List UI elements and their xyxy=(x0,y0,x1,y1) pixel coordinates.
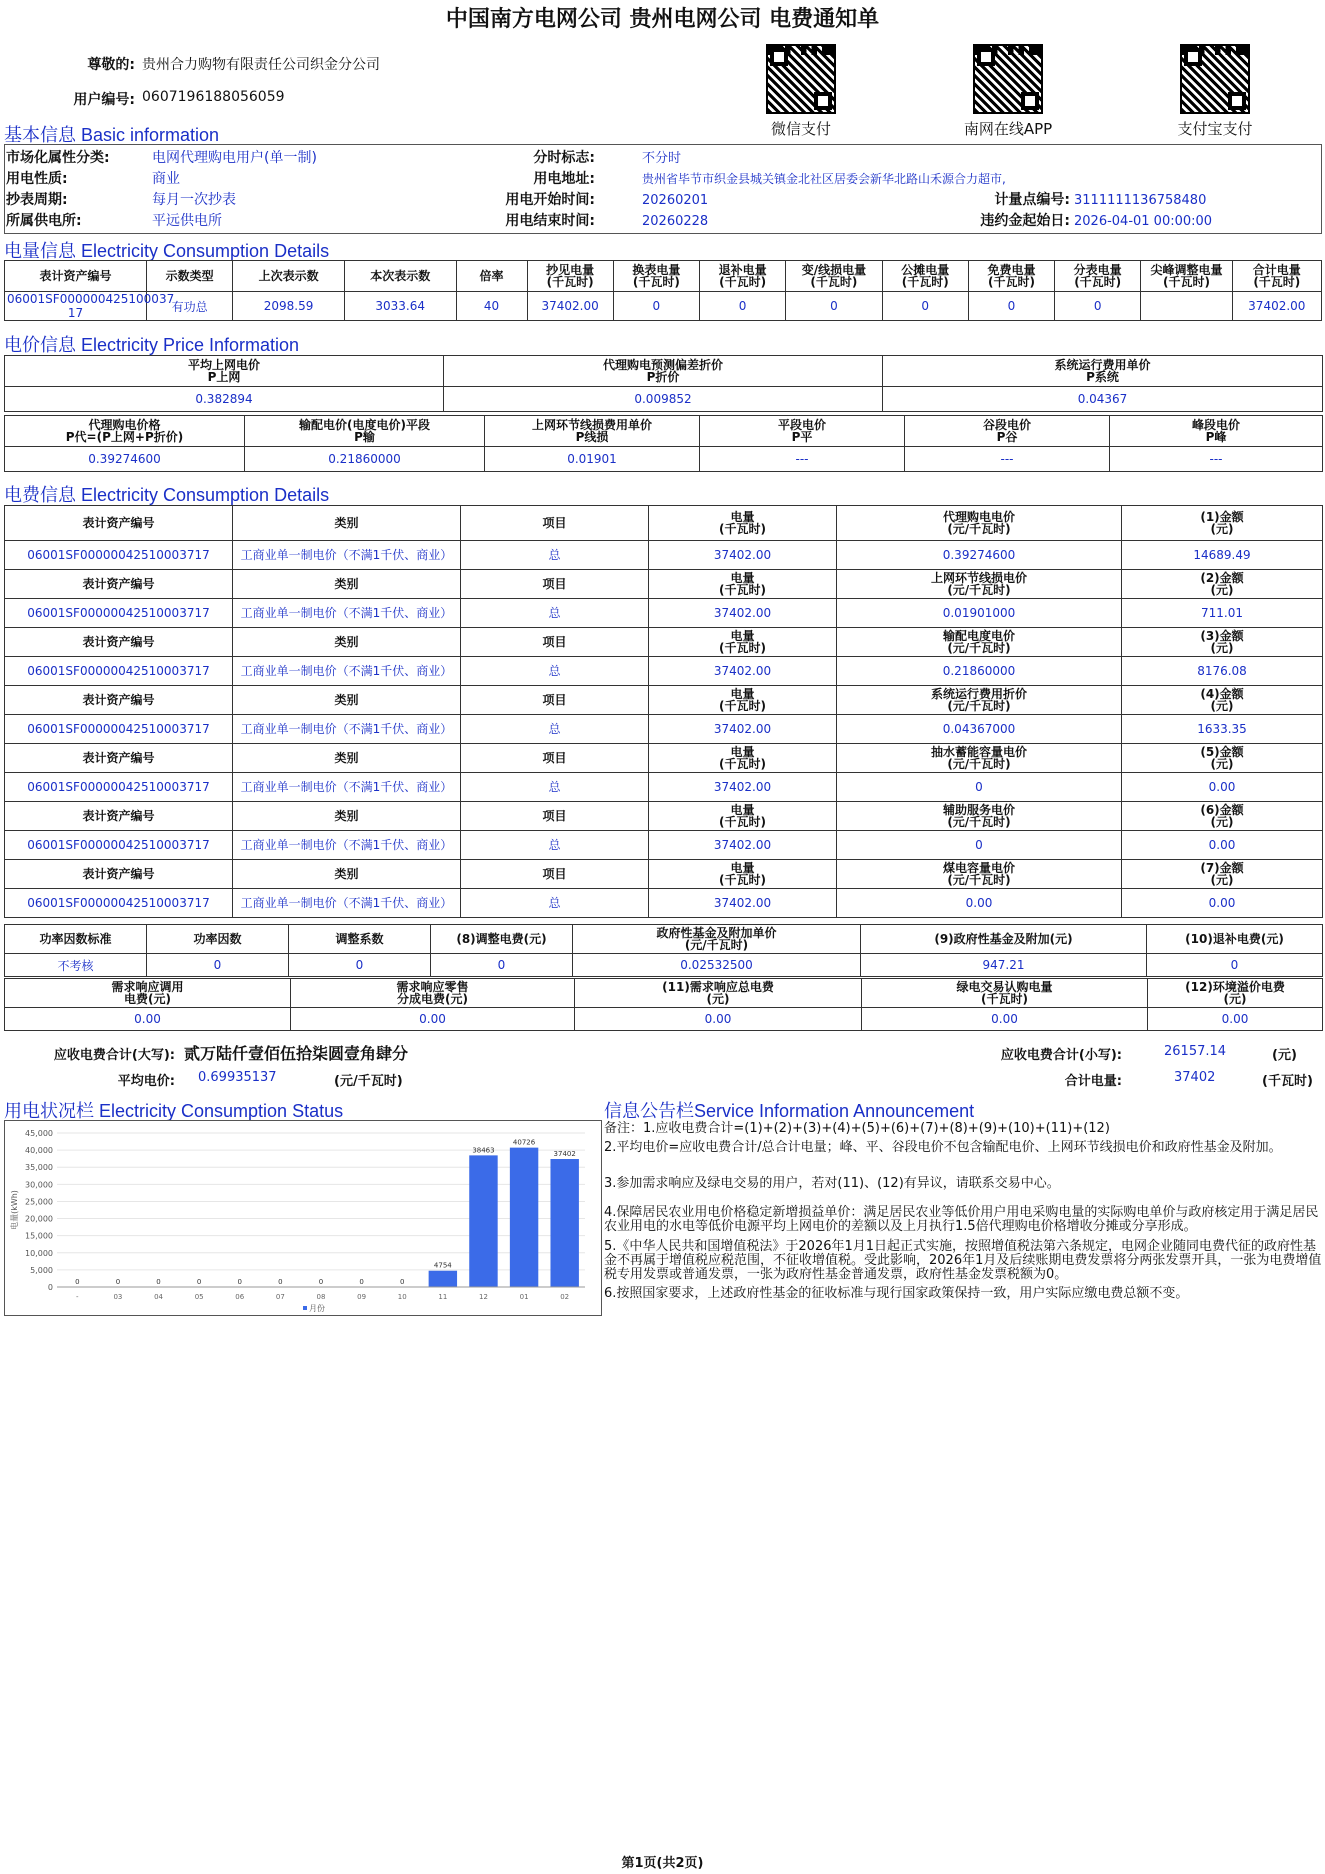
price2-value-4: --- xyxy=(905,447,1110,472)
fee-header-5-5: (6)金额 (元) xyxy=(1122,802,1323,831)
avg-price-unit: (元/千瓦时) xyxy=(334,1074,403,1089)
consumption-title: 电量信息 Electricity Consumption Details xyxy=(4,241,330,261)
fee-header-0-3: 电量 (千瓦时) xyxy=(649,506,837,541)
fee-header-1-5: (2)金额 (元) xyxy=(1122,570,1323,599)
price-value-1: 0.009852 xyxy=(444,387,883,412)
fee-header-2-5: (3)金额 (元) xyxy=(1122,628,1323,657)
csg-app-label: 南网在线APP xyxy=(963,120,1053,138)
misc1-header-3: (8)调整电费(元) xyxy=(431,925,573,954)
fees-title: 电费信息 Electricity Consumption Details xyxy=(4,485,330,505)
misc2-header-0: 需求响应调用 电费(元) xyxy=(5,979,291,1008)
misc2-value-1: 0.00 xyxy=(291,1008,575,1031)
meter-point-value: 3111111136758480 xyxy=(1074,193,1207,208)
x-tick-label: 10 xyxy=(397,1293,407,1301)
cons-cell-4: 40 xyxy=(456,292,527,321)
bar-value-label: 37402 xyxy=(553,1150,576,1159)
fee-header-6-2: 项目 xyxy=(461,860,649,889)
y-tick-label: 30,000 xyxy=(25,1180,53,1190)
note-2: 2.平均电价=应收电费合计/总合计电量；峰、平、谷段电价不包含输配电价、上网环节线损电价和政府性基金及附加。 xyxy=(604,1140,1282,1155)
cons-header-10: 免费电量 (千瓦时) xyxy=(968,261,1054,292)
cons-cell-6: 0 xyxy=(613,292,699,321)
fee-header-4-4: 抽水蓄能容量电价 (元/千瓦时) xyxy=(837,744,1122,773)
fee-row-5-0: 06001SF00000042510003717 xyxy=(5,831,233,860)
x-tick-label: 01 xyxy=(519,1293,529,1301)
y-tick-label: 25,000 xyxy=(25,1197,53,1207)
fee-row-0-2: 总 xyxy=(461,541,649,570)
station-label: 所属供电所: xyxy=(6,213,82,229)
alipay-qr-icon[interactable] xyxy=(1180,44,1250,114)
fee-row-1-3: 37402.00 xyxy=(649,599,837,628)
fee-row-3-1: 工商业单一制电价（不满1千伏、商业） xyxy=(233,715,461,744)
cons-header-5: 抄见电量 (千瓦时) xyxy=(527,261,613,292)
fee-row-4-0: 06001SF00000042510003717 xyxy=(5,773,233,802)
fee-header-3-3: 电量 (千瓦时) xyxy=(649,686,837,715)
total-lower-value: 26157.14 xyxy=(1164,1044,1227,1059)
legend-swatch xyxy=(303,1306,307,1310)
fee-header-0-2: 项目 xyxy=(461,506,649,541)
fee-row-1-1: 工商业单一制电价（不满1千伏、商业） xyxy=(233,599,461,628)
price-value-2: 0.04367 xyxy=(883,387,1323,412)
fee-header-3-5: (4)金额 (元) xyxy=(1122,686,1323,715)
market-attr-label: 市场化属性分类: xyxy=(6,150,110,166)
fee-row-3-2: 总 xyxy=(461,715,649,744)
misc1-value-4: 0.02532500 xyxy=(573,954,861,977)
y-tick-label: 5,000 xyxy=(30,1265,53,1275)
fee-header-6-3: 电量 (千瓦时) xyxy=(649,860,837,889)
meter-point-label: 计量点编号: xyxy=(994,192,1070,208)
misc1-header-6: (10)退补电费(元) xyxy=(1147,925,1323,954)
total-lower-label: 应收电费合计(小写): xyxy=(1000,1048,1122,1063)
bar-value-label: 0 xyxy=(196,1278,202,1286)
cons-header-3: 本次表示数 xyxy=(344,261,456,292)
fee-row-1-4: 0.01901000 xyxy=(837,599,1122,628)
misc1-value-0: 不考核 xyxy=(5,954,147,977)
price-table-1 xyxy=(4,355,1323,412)
cons-cell-1: 有功总 xyxy=(147,292,233,321)
fee-header-5-4: 辅助服务电价 (元/千瓦时) xyxy=(837,802,1122,831)
fee-row-6-2: 总 xyxy=(461,889,649,918)
avg-price-label: 平均电价: xyxy=(117,1074,175,1089)
fee-row-1-2: 总 xyxy=(461,599,649,628)
x-tick-label: 07 xyxy=(275,1293,285,1301)
y-axis-label: 电量(kWh) xyxy=(10,1190,19,1230)
fee-row-0-4: 0.39274600 xyxy=(837,541,1122,570)
fee-row-4-3: 37402.00 xyxy=(649,773,837,802)
wechat-pay-label: 微信支付 xyxy=(770,120,831,138)
bar xyxy=(510,1148,538,1287)
price-header-2: 系统运行费用单价 P系统 xyxy=(883,356,1323,387)
x-tick-label: 05 xyxy=(194,1293,204,1301)
customer-name: 贵州合力购物有限责任公司织金分公司 xyxy=(142,57,380,73)
misc2-header-4: (12)环境溢价电费 (元) xyxy=(1148,979,1323,1008)
fee-header-0-0: 表计资产编号 xyxy=(5,506,233,541)
bar-value-label: 0 xyxy=(237,1278,243,1286)
bar-value-label: 0 xyxy=(318,1278,324,1286)
fee-row-4-2: 总 xyxy=(461,773,649,802)
cons-cell-2: 2098.59 xyxy=(233,292,345,321)
fee-header-6-0: 表计资产编号 xyxy=(5,860,233,889)
fee-header-3-1: 类别 xyxy=(233,686,461,715)
cons-cell-7: 0 xyxy=(699,292,785,321)
fee-header-1-1: 类别 xyxy=(233,570,461,599)
fee-row-5-4: 0 xyxy=(837,831,1122,860)
start-label: 用电开始时间: xyxy=(505,192,595,208)
usage-nature-label: 用电性质: xyxy=(6,171,68,187)
fee-header-3-0: 表计资产编号 xyxy=(5,686,233,715)
cons-header-11: 分表电量 (千瓦时) xyxy=(1055,261,1141,292)
cons-header-13: 合计电量 (千瓦时) xyxy=(1232,261,1321,292)
y-tick-label: 40,000 xyxy=(25,1146,53,1156)
price-header-1: 代理购电预测偏差折价 P折价 xyxy=(444,356,883,387)
misc2-value-2: 0.00 xyxy=(575,1008,862,1031)
fee-header-5-1: 类别 xyxy=(233,802,461,831)
user-no-label: 用户编号: xyxy=(73,92,135,108)
avg-price-value: 0.69935137 xyxy=(198,1070,277,1085)
y-tick-label: 0 xyxy=(47,1283,53,1292)
fee-row-1-0: 06001SF00000042510003717 xyxy=(5,599,233,628)
cons-cell-0: 06001SF000000425100037 17 xyxy=(5,292,147,321)
x-tick-label: 08 xyxy=(316,1293,326,1301)
fee-header-6-5: (7)金额 (元) xyxy=(1122,860,1323,889)
fee-row-5-3: 37402.00 xyxy=(649,831,837,860)
fee-header-1-0: 表计资产编号 xyxy=(5,570,233,599)
bar xyxy=(469,1155,497,1287)
cons-cell-13: 37402.00 xyxy=(1232,292,1321,321)
fee-header-6-1: 类别 xyxy=(233,860,461,889)
bar-value-label: 0 xyxy=(156,1278,161,1286)
bar-value-label: 40726 xyxy=(512,1138,536,1147)
fee-header-4-1: 类别 xyxy=(233,744,461,773)
x-tick-label: 11 xyxy=(438,1293,448,1301)
bar xyxy=(550,1159,578,1287)
fee-header-4-0: 表计资产编号 xyxy=(5,744,233,773)
fee-row-3-4: 0.04367000 xyxy=(837,715,1122,744)
fee-row-5-2: 总 xyxy=(461,831,649,860)
bar xyxy=(429,1271,457,1287)
consumption-table xyxy=(4,260,1322,321)
total-lower-unit: (元) xyxy=(1272,1048,1297,1063)
cons-cell-8: 0 xyxy=(786,292,882,321)
y-tick-label: 45,000 xyxy=(25,1129,53,1138)
bar-value-label: 38463 xyxy=(472,1146,495,1155)
price2-value-1: 0.21860000 xyxy=(245,447,485,472)
price2-value-5: --- xyxy=(1110,447,1323,472)
cons-cell-5: 37402.00 xyxy=(527,292,613,321)
fee-header-3-2: 项目 xyxy=(461,686,649,715)
x-tick-label: 03 xyxy=(113,1293,123,1301)
fee-header-2-4: 输配电度电价 (元/千瓦时) xyxy=(837,628,1122,657)
end-value: 20260228 xyxy=(642,214,709,229)
market-attr-value: 电网代理购电用户(单一制) xyxy=(152,150,317,166)
fee-header-0-5: (1)金额 (元) xyxy=(1122,506,1323,541)
fee-header-3-4: 系统运行费用折价 (元/千瓦时) xyxy=(837,686,1122,715)
cons-header-6: 换表电量 (千瓦时) xyxy=(613,261,699,292)
cons-header-0: 表计资产编号 xyxy=(5,261,147,292)
misc2-header-3: 绿电交易认购电量 (千瓦时) xyxy=(862,979,1148,1008)
x-tick-label: 04 xyxy=(154,1293,163,1301)
fee-row-0-5: 14689.49 xyxy=(1122,541,1323,570)
cons-header-8: 变/线损电量 (千瓦时) xyxy=(786,261,882,292)
fee-header-5-2: 项目 xyxy=(461,802,649,831)
fee-row-5-5: 0.00 xyxy=(1122,831,1323,860)
fee-row-6-0: 06001SF00000042510003717 xyxy=(5,889,233,918)
station-value: 平远供电所 xyxy=(152,213,222,229)
fee-header-0-4: 代理购电电价 (元/千瓦时) xyxy=(837,506,1122,541)
bar-value-label: 0 xyxy=(75,1278,80,1286)
fee-row-6-3: 37402.00 xyxy=(649,889,837,918)
price-title: 电价信息 Electricity Price Information xyxy=(4,335,300,355)
misc1-value-5: 947.21 xyxy=(861,954,1147,977)
price2-value-2: 0.01901 xyxy=(485,447,700,472)
bar-value-label: 0 xyxy=(115,1278,121,1286)
misc1-value-2: 0 xyxy=(289,954,431,977)
fees-table xyxy=(4,505,1323,918)
x-tick-label: 09 xyxy=(357,1293,367,1301)
fee-header-1-3: 电量 (千瓦时) xyxy=(649,570,837,599)
fee-row-4-5: 0.00 xyxy=(1122,773,1323,802)
adjustment-table xyxy=(4,924,1323,977)
fee-row-0-0: 06001SF00000042510003717 xyxy=(5,541,233,570)
csg-app-qr-icon[interactable] xyxy=(973,44,1043,114)
misc1-header-5: (9)政府性基金及附加(元) xyxy=(861,925,1147,954)
fee-header-5-0: 表计资产编号 xyxy=(5,802,233,831)
cons-cell-10: 0 xyxy=(968,292,1054,321)
misc2-header-1: 需求响应零售 分成电费(元) xyxy=(291,979,575,1008)
price2-header-0: 代理购电价格 P代=(P上网+P折价) xyxy=(5,416,245,447)
cons-header-9: 公摊电量 (千瓦时) xyxy=(882,261,968,292)
x-tick-label: - xyxy=(76,1293,79,1301)
start-value: 20260201 xyxy=(642,193,709,208)
misc1-value-3: 0 xyxy=(431,954,573,977)
cons-header-12: 尖峰调整电量 (千瓦时) xyxy=(1141,261,1232,292)
cons-header-1: 示数类型 xyxy=(147,261,233,292)
fee-row-6-4: 0.00 xyxy=(837,889,1122,918)
fee-header-2-0: 表计资产编号 xyxy=(5,628,233,657)
address-value: 贵州省毕节市织金县城关镇金北社区居委会新华北路山禾源合力超市, xyxy=(642,172,1006,186)
price-header-0: 平均上网电价 P上网 xyxy=(5,356,444,387)
status-title: 用电状况栏 Electricity Consumption Status xyxy=(4,1101,344,1121)
fee-header-2-2: 项目 xyxy=(461,628,649,657)
note-3: 3.参加需求响应及绿电交易的用户，若对(11)、(12)有异议，请联系交易中心。 xyxy=(604,1176,1060,1191)
fee-row-6-1: 工商业单一制电价（不满1千伏、商业） xyxy=(233,889,461,918)
fee-header-1-2: 项目 xyxy=(461,570,649,599)
fee-header-5-3: 电量 (千瓦时) xyxy=(649,802,837,831)
total-upper-label: 应收电费合计(大写): xyxy=(53,1048,175,1063)
cons-cell-11: 0 xyxy=(1055,292,1141,321)
misc1-header-2: 调整系数 xyxy=(289,925,431,954)
price-table-2 xyxy=(4,415,1323,472)
tou-label: 分时标志: xyxy=(533,150,595,166)
fee-row-2-5: 8176.08 xyxy=(1122,657,1323,686)
cons-cell-9: 0 xyxy=(882,292,968,321)
total-qty-label: 合计电量: xyxy=(1064,1074,1122,1089)
misc1-header-4: 政府性基金及附加单价 (元/千瓦时) xyxy=(573,925,861,954)
page-title: 中国南方电网公司 贵州电网公司 电费通知单 xyxy=(445,7,880,32)
total-upper-value: 贰万陆仟壹佰伍拾柒圆壹角肆分 xyxy=(184,1044,409,1063)
fee-header-1-4: 上网环节线损电价 (元/千瓦时) xyxy=(837,570,1122,599)
note-4: 4.保障居民农业用电价格稳定新增损益单价：满足居民农业等低价用户用电采购电量的实际购电单价与政府核定用于满足居民农业用电的水电等低价电源平均上网电价的差额以及上月执行1.5倍代理购电价格增收分摊或分享形成。 xyxy=(604,1205,1319,1234)
announce-title: 信息公告栏Service Information Announcement xyxy=(604,1101,975,1121)
note-5: 5.《中华人民共和国增值税法》于2026年1月1日起正式实施，按照增值税法第六条规定，电网企业随同电费代征的政府性基金不再属于增值税应税范围，不征收增值税。受此影响，2026年1月及后续账期电费发票将分两张发票开具，一张为电费增值税专用发票或普通发票，一张为政府性基金普通发票，政府性基金发票税额为0。 xyxy=(604,1239,1322,1282)
fee-header-4-2: 项目 xyxy=(461,744,649,773)
price-value-0: 0.382894 xyxy=(5,387,444,412)
y-tick-label: 35,000 xyxy=(25,1163,53,1173)
fee-header-2-1: 类别 xyxy=(233,628,461,657)
total-qty-unit: (千瓦时) xyxy=(1262,1074,1313,1089)
fee-header-6-4: 煤电容量电价 (元/千瓦时) xyxy=(837,860,1122,889)
fee-header-0-1: 类别 xyxy=(233,506,461,541)
end-label: 用电结束时间: xyxy=(505,213,595,229)
misc1-value-1: 0 xyxy=(147,954,289,977)
fee-row-2-4: 0.21860000 xyxy=(837,657,1122,686)
note-6: 6.按照国家要求，上述政府性基金的征收标准与现行国家政策保持一致，用户实际应缴电费总额不变。 xyxy=(604,1286,1189,1301)
misc1-value-6: 0 xyxy=(1147,954,1323,977)
misc1-header-0: 功率因数标准 xyxy=(5,925,147,954)
fee-row-0-3: 37402.00 xyxy=(649,541,837,570)
cons-cell-12 xyxy=(1141,292,1232,321)
fee-header-4-5: (5)金额 (元) xyxy=(1122,744,1323,773)
misc2-header-2: (11)需求响应总电费 (元) xyxy=(575,979,862,1008)
fee-row-6-5: 0.00 xyxy=(1122,889,1323,918)
misc2-value-4: 0.00 xyxy=(1148,1008,1323,1031)
price2-header-2: 上网环节线损费用单价 P线损 xyxy=(485,416,700,447)
misc1-header-1: 功率因数 xyxy=(147,925,289,954)
y-tick-label: 15,000 xyxy=(25,1231,53,1241)
cycle-label: 抄表周期: xyxy=(6,192,68,208)
fee-row-3-0: 06001SF00000042510003717 xyxy=(5,715,233,744)
basic-info-title: 基本信息 Basic information xyxy=(4,125,220,145)
user-no: 0607196188056059 xyxy=(142,89,285,105)
cons-header-2: 上次表示数 xyxy=(233,261,345,292)
fee-row-2-1: 工商业单一制电价（不满1千伏、商业） xyxy=(233,657,461,686)
wechat-qr-icon[interactable] xyxy=(766,44,836,114)
fee-row-1-5: 711.01 xyxy=(1122,599,1323,628)
bar-value-label: 4754 xyxy=(433,1261,452,1270)
bar-value-label: 0 xyxy=(359,1278,364,1286)
consumption-bar-chart xyxy=(5,1121,601,1315)
fee-row-2-2: 总 xyxy=(461,657,649,686)
fee-row-2-3: 37402.00 xyxy=(649,657,837,686)
cons-header-7: 退补电量 (千瓦时) xyxy=(699,261,785,292)
total-qty-value: 37402 xyxy=(1174,1070,1216,1085)
tou-value: 不分时 xyxy=(642,151,682,166)
usage-nature-value: 商业 xyxy=(152,171,180,187)
fee-row-3-5: 1633.35 xyxy=(1122,715,1323,744)
bar-value-label: 0 xyxy=(399,1278,405,1286)
fee-row-4-1: 工商业单一制电价（不满1千伏、商业） xyxy=(233,773,461,802)
y-tick-label: 20,000 xyxy=(25,1214,53,1224)
dear-label: 尊敬的: xyxy=(87,57,135,73)
price2-value-3: --- xyxy=(700,447,905,472)
fee-header-2-3: 电量 (千瓦时) xyxy=(649,628,837,657)
alipay-label: 支付宝支付 xyxy=(1177,120,1253,138)
price2-header-1: 输配电价(电度电价)平段 P输 xyxy=(245,416,485,447)
fee-row-3-3: 37402.00 xyxy=(649,715,837,744)
x-tick-label: 02 xyxy=(560,1293,570,1301)
cycle-value: 每月一次抄表 xyxy=(152,192,236,208)
price2-value-0: 0.39274600 xyxy=(5,447,245,472)
page-number: 第1页(共2页) xyxy=(621,1856,704,1871)
fee-row-0-1: 工商业单一制电价（不满1千伏、商业） xyxy=(233,541,461,570)
fee-row-4-4: 0 xyxy=(837,773,1122,802)
price2-header-5: 峰段电价 P峰 xyxy=(1110,416,1323,447)
y-tick-label: 10,000 xyxy=(25,1248,53,1258)
demand-response-table xyxy=(4,978,1323,1031)
price2-header-3: 平段电价 P平 xyxy=(700,416,905,447)
cons-header-4: 倍率 xyxy=(456,261,527,292)
misc2-value-0: 0.00 xyxy=(5,1008,291,1031)
address-label: 用电地址: xyxy=(533,171,595,187)
penalty-date-value: 2026-04-01 00:00:00 xyxy=(1074,214,1213,229)
note-1: 备注：1.应收电费合计=(1)+(2)+(3)+(4)+(5)+(6)+(7)+(8)+(9)+(10)+(11)+(12) xyxy=(604,1121,1110,1136)
fee-row-2-0: 06001SF00000042510003717 xyxy=(5,657,233,686)
chart-box xyxy=(4,1120,602,1316)
fee-header-4-3: 电量 (千瓦时) xyxy=(649,744,837,773)
penalty-label: 违约金起始日: xyxy=(980,213,1070,229)
price2-header-4: 谷段电价 P谷 xyxy=(905,416,1110,447)
legend-label: 月份 xyxy=(309,1304,325,1313)
fee-row-5-1: 工商业单一制电价（不满1千伏、商业） xyxy=(233,831,461,860)
x-tick-label: 06 xyxy=(235,1293,245,1301)
x-tick-label: 12 xyxy=(479,1293,488,1301)
misc2-value-3: 0.00 xyxy=(862,1008,1148,1031)
bar-value-label: 0 xyxy=(278,1278,283,1286)
cons-cell-3: 3033.64 xyxy=(344,292,456,321)
